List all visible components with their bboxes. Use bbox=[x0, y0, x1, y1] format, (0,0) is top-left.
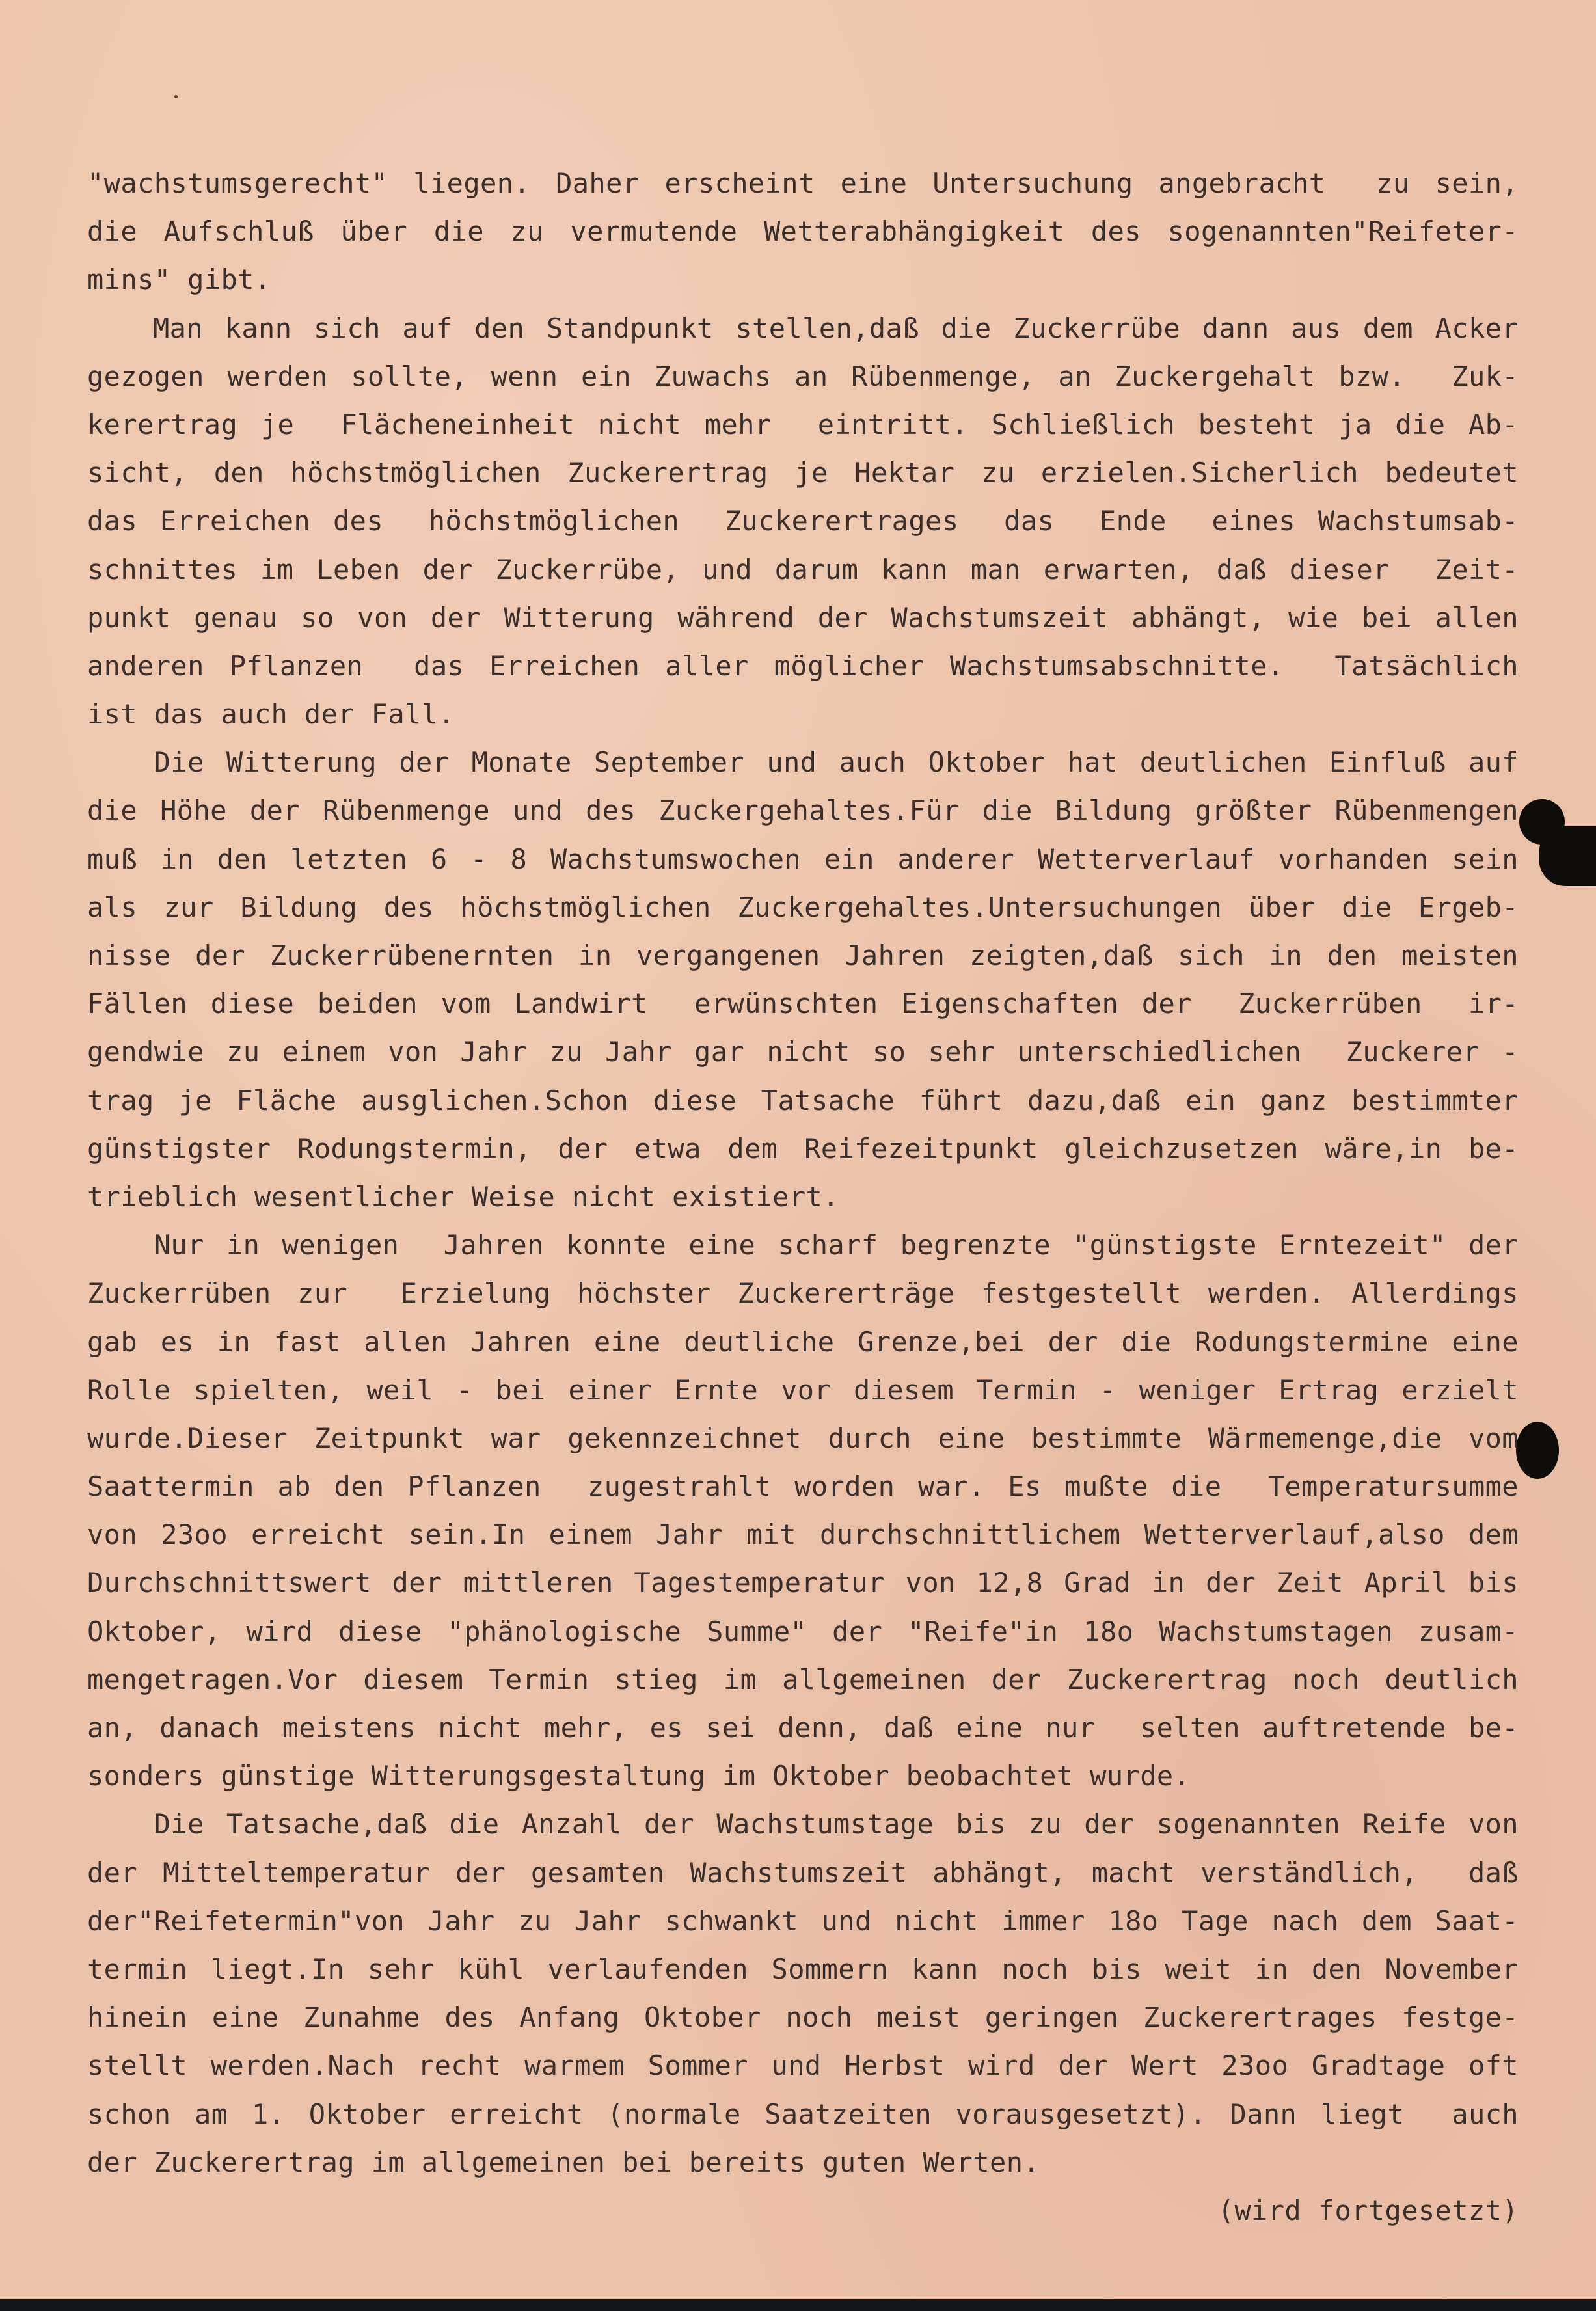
text-line: Durchschnittswert der mittleren Tagestemperatur von 12,8 Grad in der Zeit April bis bbox=[87, 1567, 1519, 1599]
text-line: sonders günstige Witterungsgestaltung im Oktober beobachtet wurde. bbox=[87, 1760, 1191, 1792]
text-line: als zur Bildung des höchstmöglichen Zuckergehaltes.Untersuchungen über die Ergeb- bbox=[87, 891, 1519, 923]
text-line: günstigster Rodungstermin, der etwa dem Reifezeitpunkt gleichzusetzen wäre,in be- bbox=[87, 1132, 1519, 1165]
text-line: kerertrag je Flächeneinheit nicht mehr eintritt. Schließlich besteht ja die Ab- bbox=[87, 408, 1519, 440]
text-line: gendwie zu einem von Jahr zu Jahr gar nicht so sehr unterschiedlichen Zuckerer - bbox=[87, 1036, 1519, 1068]
text-line: ist das auch der Fall. bbox=[87, 698, 455, 731]
text-line: von 23oo erreicht sein.In einem Jahr mit durchschnittlichem Wetterverlauf,also dem bbox=[87, 1519, 1519, 1551]
text-line: sicht, den höchstmöglichen Zuckerertrag je Hektar zu erzielen.Sicherlich bedeutet bbox=[87, 457, 1519, 489]
text-line: schon am 1. Oktober erreicht (normale Saatzeiten vorausgesetzt). Dann liegt auch bbox=[87, 2098, 1519, 2130]
text-line: anderen Pflanzen das Erreichen aller möglicher Wachstumsabschnitte. Tatsächlich bbox=[87, 649, 1519, 682]
text-line: mengetragen.Vor diesem Termin stieg im allgemeinen der Zuckerertrag noch deutlich bbox=[87, 1663, 1519, 1696]
text-line: wurde.Dieser Zeitpunkt war gekennzeichnet durch eine bestimmte Wärmemenge,die vom bbox=[87, 1422, 1519, 1454]
text-line: an, danach meistens nicht mehr, es sei denn, daß eine nur selten auftretende be- bbox=[87, 1712, 1519, 1744]
text-line: Oktober, wird diese "phänologische Summe" der "Reife"in 18o Wachstumstagen zusam- bbox=[87, 1615, 1519, 1647]
text-line: trieblich wesentlicher Weise nicht existiert. bbox=[87, 1180, 839, 1213]
text-line: punkt genau so von der Witterung während der Wachstumszeit abhängt, wie bei allen bbox=[87, 601, 1519, 634]
text-line: hinein eine Zunahme des Anfang Oktober noch meist geringen Zuckerertrages festge- bbox=[87, 2001, 1519, 2034]
text-line: der"Reifetermin"von Jahr zu Jahr schwankt und nicht immer 18o Tage nach dem Saat- bbox=[87, 1904, 1519, 1937]
text-line: gezogen werden sollte, wenn ein Zuwachs an Rübenmenge, an Zuckergehalt bzw. Zuk- bbox=[87, 360, 1519, 392]
text-line: stellt werden.Nach recht warmem Sommer und Herbst wird der Wert 23oo Gradtage oft bbox=[87, 2049, 1519, 2082]
text-line: die Aufschluß über die zu vermutende Wetterabhängigkeit des sogenannten"Reifeter- bbox=[87, 215, 1519, 248]
text-line: die Höhe der Rübenmenge und des Zuckergehaltes.Für die Bildung größter Rübenmengen bbox=[87, 794, 1519, 827]
punch-hole bbox=[1516, 1422, 1559, 1479]
text-line: Saattermin ab den Pflanzen zugestrahlt worden war. Es mußte die Temperatursumme bbox=[87, 1470, 1519, 1503]
ink-speck bbox=[174, 95, 178, 98]
text-line: muß in den letzten 6 - 8 Wachstumswochen ein anderer Wetterverlauf vorhanden sein bbox=[87, 843, 1519, 875]
text-line: nisse der Zuckerrübenernten in vergangenen Jahren zeigten,daß sich in den meisten bbox=[87, 939, 1519, 971]
text-line: Die Tatsache,daß die Anzahl der Wachstumstage bis zu der sogenannten Reife von bbox=[87, 1808, 1519, 1841]
text-line: das Erreichen des höchstmöglichen Zuckerertrages das Ende eines Wachstumsab- bbox=[87, 505, 1519, 537]
text-line: Fällen diese beiden vom Landwirt erwünschten Eigenschaften der Zuckerrüben ir- bbox=[87, 988, 1519, 1020]
text-line: Rolle spielten, weil - bei einer Ernte vor diesem Termin - weniger Ertrag erzielt bbox=[87, 1373, 1519, 1406]
punch-hole bbox=[1539, 826, 1596, 886]
text-line: termin liegt.In sehr kühl verlaufenden Sommern kann noch bis weit in den November bbox=[87, 1953, 1519, 1985]
typewritten-text bbox=[87, 159, 1519, 2235]
text-line: Nur in wenigen Jahren konnte eine scharf begrenzte "günstigste Erntezeit" der bbox=[87, 1229, 1519, 1262]
text-line: Die Witterung der Monate September und auch Oktober hat deutlichen Einfluß auf bbox=[87, 746, 1519, 779]
text-line: gab es in fast allen Jahren eine deutliche Grenze,bei der die Rodungstermine eine bbox=[87, 1325, 1519, 1358]
text-line: der Zuckerertrag im allgemeinen bei bereits guten Werten. bbox=[87, 2146, 1040, 2178]
text-line: Zuckerrüben zur Erzielung höchster Zuckererträge festgestellt werden. Allerdings bbox=[87, 1277, 1519, 1310]
scan-background-edge bbox=[0, 2299, 1596, 2311]
text-line: Man kann sich auf den Standpunkt stellen,daß die Zuckerrübe dann aus dem Acker bbox=[87, 312, 1519, 344]
text-line: schnittes im Leben der Zuckerrübe, und darum kann man erwarten, daß dieser Zeit- bbox=[87, 553, 1519, 586]
text-line: mins" gibt. bbox=[87, 264, 271, 296]
text-line: "wachstumsgerecht" liegen. Daher erscheint eine Untersuchung angebracht zu sein, bbox=[87, 167, 1519, 199]
continuation-note: (wird fortgesetzt) bbox=[1217, 2194, 1519, 2226]
text-line: der Mitteltemperatur der gesamten Wachstumszeit abhängt, macht verständlich, daß bbox=[87, 1856, 1519, 1889]
text-line: trag je Fläche ausglichen.Schon diese Tatsache führt dazu,daß ein ganz bestimmter bbox=[87, 1084, 1519, 1116]
